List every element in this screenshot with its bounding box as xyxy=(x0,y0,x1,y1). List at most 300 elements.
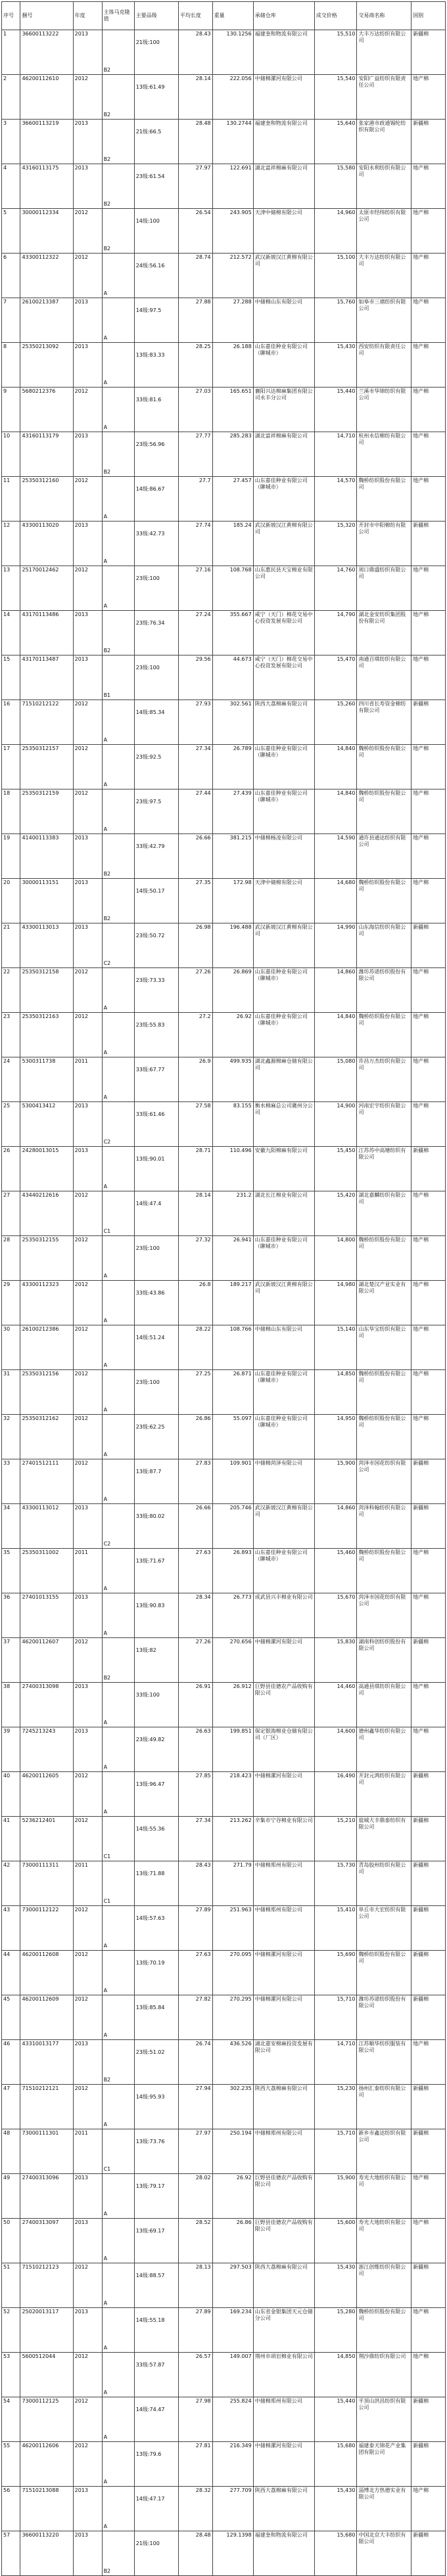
cell-year: 2012 xyxy=(73,700,102,745)
cell-weight: 285.283 xyxy=(212,432,253,477)
cell-price: 14,980 xyxy=(314,1281,357,1325)
cell-year: 2013 xyxy=(73,2219,102,2263)
cell-warehouse: 巨野县佳德农产品收购有限公司 xyxy=(253,1683,314,1727)
cell-price: 15,640 xyxy=(314,120,357,164)
cell-micronaire: A xyxy=(102,2263,134,2308)
cell-year: 2012 xyxy=(73,968,102,1013)
cell-warehouse: 武汉新坡汉江黄棉有限公司 xyxy=(253,1281,314,1325)
table-row xyxy=(2,1772,446,1817)
cell-warehouse: 中储棉郑州有限公司 xyxy=(253,1861,314,1906)
cell-bale-id: 43300113020 xyxy=(20,522,73,566)
cell-row-number: 13 xyxy=(2,566,20,611)
cell-avg-length: 27.83 xyxy=(178,1459,212,1504)
cell-origin: 地产棉 xyxy=(412,1057,446,1102)
cell-grade: 21级:100 xyxy=(134,2531,178,2576)
cell-micronaire: A xyxy=(102,2353,134,2397)
cell-row-number: 24 xyxy=(2,1057,20,1102)
cell-avg-length: 27.97 xyxy=(178,2129,212,2174)
cell-price: 14,900 xyxy=(314,1102,357,1147)
cell-origin: 地产棉 xyxy=(412,2219,446,2263)
cell-origin: 新疆棉 xyxy=(412,2531,446,2576)
cell-bale-id: 25350312155 xyxy=(20,1236,73,1281)
cell-year: 2012 xyxy=(73,1817,102,1861)
cell-weight: 436.526 xyxy=(212,2040,253,2085)
cell-trader: 荆沙鼎纺织有限公司 xyxy=(357,2353,412,2397)
cell-price: 15,280 xyxy=(314,2308,357,2353)
cell-weight: 185.24 xyxy=(212,522,253,566)
cell-price: 14,960 xyxy=(314,209,357,254)
cell-micronaire: A xyxy=(102,1370,134,1415)
cell-year: 2013 xyxy=(73,655,102,700)
cell-grade: 33级:81.6 xyxy=(134,388,178,432)
cell-weight: 250.194 xyxy=(212,2129,253,2174)
cell-bale-id: 25170012462 xyxy=(20,566,73,611)
cell-micronaire: A xyxy=(102,522,134,566)
cell-row-number: 46 xyxy=(2,2040,20,2085)
header-price: 成交价格 xyxy=(314,2,357,30)
cell-bale-id: 46200112610 xyxy=(20,75,73,120)
cell-trader: 开封元鸿纺织有限公司 xyxy=(357,1772,412,1817)
cell-year: 2012 xyxy=(73,254,102,298)
header-depot: 承储仓库 xyxy=(253,2,314,30)
cell-warehouse: 中储棉菏泽有限公司 xyxy=(253,1459,314,1504)
cell-row-number: 19 xyxy=(2,834,20,879)
cell-trader: 魏桥纺织股份有限公司 xyxy=(357,477,412,522)
cell-avg-length: 28.22 xyxy=(178,1325,212,1370)
cell-warehouse: 中储棉郑州有限公司 xyxy=(253,2397,314,2442)
cell-warehouse: 陕西大荔棉麻有限公司 xyxy=(253,2085,314,2129)
cell-origin: 地产棉 xyxy=(412,75,446,120)
cell-bale-id: 43300112323 xyxy=(20,1281,73,1325)
cell-avg-length: 26.9 xyxy=(178,1057,212,1102)
cell-price: 15,600 xyxy=(314,2219,357,2263)
cell-row-number: 34 xyxy=(2,1504,20,1549)
cell-bale-id: 41400113383 xyxy=(20,834,73,879)
table-row xyxy=(2,1683,446,1727)
cell-avg-length: 26.66 xyxy=(178,834,212,879)
cell-grade: 14级:47.17 xyxy=(134,2487,178,2531)
cell-grade: 23级:50.72 xyxy=(134,923,178,968)
table-row xyxy=(2,1861,446,1906)
cell-trader: 湖北金安纺织集团股份有限公司 xyxy=(357,611,412,655)
cell-trader: 魏桥纺织股份有限公司 xyxy=(357,1415,412,1459)
cell-origin: 地产棉 xyxy=(412,1415,446,1459)
cell-weight: 26.92 xyxy=(212,2174,253,2219)
cell-year: 2013 xyxy=(73,1593,102,1638)
cell-weight: 277.709 xyxy=(212,2487,253,2531)
cell-avg-length: 27.2 xyxy=(178,1013,212,1057)
cell-year: 2013 xyxy=(73,1102,102,1147)
cell-micronaire: B2 xyxy=(102,1638,134,1683)
cell-grade: 14级:86.67 xyxy=(134,477,178,522)
table-row xyxy=(2,2085,446,2129)
cell-grade: 33级:100 xyxy=(134,1683,178,1727)
cell-weight: 26.941 xyxy=(212,1236,253,1281)
cell-row-number: 6 xyxy=(2,254,20,298)
cell-micronaire: B2 xyxy=(102,432,134,477)
cell-warehouse: 衡水棉麻总公司冀州分公司 xyxy=(253,1102,314,1147)
cell-weight: 212.572 xyxy=(212,254,253,298)
cell-row-number: 38 xyxy=(2,1683,20,1727)
cell-bale-id: 25350213092 xyxy=(20,343,73,388)
cell-year: 2012 xyxy=(73,745,102,789)
cell-year: 2013 xyxy=(73,1147,102,1191)
cell-weight: 149.007 xyxy=(212,2353,253,2397)
cell-warehouse: 湖北鑫源棉麻仓储有限公司 xyxy=(253,1057,314,1102)
cell-grade: 14级:55.18 xyxy=(134,2308,178,2353)
cell-weight: 26.92 xyxy=(212,1013,253,1057)
cell-micronaire: B1 xyxy=(102,655,134,700)
cell-micronaire: A xyxy=(102,343,134,388)
cell-bale-id: 25350312160 xyxy=(20,477,73,522)
cell-micronaire: B2 xyxy=(102,120,134,164)
cell-weight: 26.188 xyxy=(212,343,253,388)
table-row xyxy=(2,2397,446,2442)
cell-row-number: 21 xyxy=(2,923,20,968)
cell-row-number: 27 xyxy=(2,1191,20,1236)
cell-avg-length: 27.58 xyxy=(178,1102,212,1147)
cell-row-number: 32 xyxy=(2,1415,20,1459)
cell-warehouse: 福建奎和物流有限公司 xyxy=(253,30,314,75)
cell-warehouse: 中储棉郑州有限公司 xyxy=(253,2129,314,2174)
table-row xyxy=(2,1191,446,1236)
cell-origin: 地产棉 xyxy=(412,566,446,611)
cell-bale-id: 46200112605 xyxy=(20,1772,73,1817)
cell-grade: 33级:42.73 xyxy=(134,522,178,566)
cell-origin: 地产棉 xyxy=(412,477,446,522)
cell-row-number: 42 xyxy=(2,1861,20,1906)
cell-row-number: 17 xyxy=(2,745,20,789)
cell-avg-length: 27.85 xyxy=(178,1772,212,1817)
cell-price: 15,440 xyxy=(314,2397,357,2442)
cell-price: 15,320 xyxy=(314,522,357,566)
cell-grade: 13级:82 xyxy=(134,1638,178,1683)
cell-micronaire: A xyxy=(102,2397,134,2442)
cell-warehouse: 武汉新坡汉江黄棉有限公司 xyxy=(253,1504,314,1549)
cell-weight: 199.851 xyxy=(212,1727,253,1772)
cell-weight: 27.288 xyxy=(212,298,253,343)
cell-price: 15,470 xyxy=(314,655,357,700)
cell-price: 14,570 xyxy=(314,477,357,522)
cell-year: 2012 xyxy=(73,789,102,834)
cell-bale-id: 43300113012 xyxy=(20,1504,73,1549)
cell-warehouse: 保定银海棉业仓储有限公司（厂区） xyxy=(253,1727,314,1772)
cell-trader: 通许县通达纺织有限公司 xyxy=(357,834,412,879)
cell-avg-length: 27.77 xyxy=(178,432,212,477)
cell-bale-id: 5600512044 xyxy=(20,2353,73,2397)
table-row xyxy=(2,1325,446,1370)
cell-micronaire: A xyxy=(102,1906,134,1951)
cell-year: 2012 xyxy=(73,1459,102,1504)
cell-origin: 地产棉 xyxy=(412,1013,446,1057)
cell-year: 2012 xyxy=(73,1325,102,1370)
table-row xyxy=(2,388,446,432)
table-row xyxy=(2,1638,446,1683)
cell-grade: 14级:47.4 xyxy=(134,1191,178,1236)
table-row xyxy=(2,2040,446,2085)
cell-origin: 新疆棉 xyxy=(412,1504,446,1549)
cell-bale-id: 71510212122 xyxy=(20,700,73,745)
cell-avg-length: 28.74 xyxy=(178,254,212,298)
table-row xyxy=(2,298,446,343)
cell-bale-id: 25350312158 xyxy=(20,968,73,1013)
cell-weight: 302.235 xyxy=(212,2085,253,2129)
cell-origin: 地产棉 xyxy=(412,2353,446,2397)
cell-bale-id: 43300113013 xyxy=(20,923,73,968)
cell-avg-length: 27.25 xyxy=(178,1370,212,1415)
cell-trader: 许昌万杰纺织有限公司 xyxy=(357,1057,412,1102)
table-row xyxy=(2,700,446,745)
cell-avg-length: 27.63 xyxy=(178,1951,212,1995)
cell-row-number: 47 xyxy=(2,2085,20,2129)
cell-price: 15,830 xyxy=(314,1638,357,1683)
table-row xyxy=(2,2487,446,2531)
cell-weight: 109.901 xyxy=(212,1459,253,1504)
cell-row-number: 20 xyxy=(2,879,20,923)
cell-trader: 湖北嘉麟纺织有限公司 xyxy=(357,1191,412,1236)
cell-weight: 165.651 xyxy=(212,388,253,432)
cell-price: 15,680 xyxy=(314,2442,357,2487)
cell-grade: 21级:66.5 xyxy=(134,120,178,164)
table-row xyxy=(2,1370,446,1415)
cell-grade: 23级:100 xyxy=(134,1236,178,1281)
cell-price: 14,840 xyxy=(314,1013,357,1057)
cell-bale-id: 26100212386 xyxy=(20,1325,73,1370)
table-row xyxy=(2,1236,446,1281)
cell-warehouse: 陕西大荔棉麻有限公司 xyxy=(253,2487,314,2531)
cell-row-number: 8 xyxy=(2,343,20,388)
cell-warehouse: 武汉新坡汉江黄棉有限公司 xyxy=(253,522,314,566)
cell-origin: 新疆棉 xyxy=(412,120,446,164)
cell-row-number: 54 xyxy=(2,2397,20,2442)
cell-bale-id: 43160113175 xyxy=(20,164,73,209)
cell-year: 2013 xyxy=(73,1727,102,1772)
cell-origin: 新疆棉 xyxy=(412,522,446,566)
cell-warehouse: 武汉新坡汉江黄棉有限公司 xyxy=(253,923,314,968)
cell-row-number: 36 xyxy=(2,1593,20,1638)
cell-micronaire: A xyxy=(102,1281,134,1325)
cell-trader: 四川省长寿资金棉纺有限公司 xyxy=(357,700,412,745)
cell-bale-id: 5300413412 xyxy=(20,1102,73,1147)
cell-trader: 淄博北方热德实业有限公司 xyxy=(357,2487,412,2531)
cell-year: 2013 xyxy=(73,522,102,566)
cell-year: 2013 xyxy=(73,2040,102,2085)
cell-year: 2012 xyxy=(73,2442,102,2487)
cell-price: 14,710 xyxy=(314,2040,357,2085)
cell-year: 2012 xyxy=(73,1638,102,1683)
cell-year: 2012 xyxy=(73,1370,102,1415)
cell-weight: 255.824 xyxy=(212,2397,253,2442)
cell-micronaire: A xyxy=(102,1951,134,1995)
cell-bale-id: 25350312156 xyxy=(20,1370,73,1415)
cell-weight: 110.496 xyxy=(212,1147,253,1191)
cell-origin: 新疆棉 xyxy=(412,923,446,968)
cell-trader: 潍坊苏诺纺织股份有限公司 xyxy=(357,968,412,1013)
cell-year: 2013 xyxy=(73,164,102,209)
cell-trader: 山东海信纺织有限公司 xyxy=(357,923,412,968)
cell-price: 15,760 xyxy=(314,298,357,343)
cell-avg-length: 27.88 xyxy=(178,298,212,343)
cell-grade: 33级:43.86 xyxy=(134,1281,178,1325)
cell-row-number: 35 xyxy=(2,1549,20,1593)
cell-row-number: 11 xyxy=(2,477,20,522)
cell-row-number: 15 xyxy=(2,655,20,700)
cell-bale-id: 25350312159 xyxy=(20,789,73,834)
cell-trader: 菏泽科翰纺织有限公司 xyxy=(357,1504,412,1549)
cell-avg-length: 26.74 xyxy=(178,2040,212,2085)
cell-row-number: 40 xyxy=(2,1772,20,1817)
cell-grade: 13级:96.47 xyxy=(134,1772,178,1817)
cell-trader: 魏桥纺织股份有限公司 xyxy=(357,745,412,789)
cell-warehouse: 福建奎和物流有限公司 xyxy=(253,2531,314,2576)
cell-avg-length: 27.35 xyxy=(178,879,212,923)
cell-warehouse: 山东惠民县天宝棉业有限公司 xyxy=(253,566,314,611)
cell-micronaire: A xyxy=(102,1549,134,1593)
cell-weight: 26.869 xyxy=(212,968,253,1013)
cell-origin: 新疆棉 xyxy=(412,2397,446,2442)
cell-avg-length: 27.03 xyxy=(178,388,212,432)
cell-warehouse: 陕西大荔棉麻有限公司 xyxy=(253,700,314,745)
cell-micronaire: A xyxy=(102,298,134,343)
header-length: 平均长度 xyxy=(178,2,212,30)
cell-price: 15,710 xyxy=(314,1995,357,2040)
cell-row-number: 18 xyxy=(2,789,20,834)
cell-trader: 菏泽市国花纺织有限公司 xyxy=(357,1459,412,1504)
cell-grade: 13级:79.6 xyxy=(134,2442,178,2487)
cell-year: 2012 xyxy=(73,1906,102,1951)
cell-warehouse: 中储棉漯河有限公司 xyxy=(253,1638,314,1683)
cell-origin: 地产棉 xyxy=(412,1102,446,1147)
cell-row-number: 1 xyxy=(2,30,20,75)
cell-avg-length: 26.63 xyxy=(178,1727,212,1772)
cell-micronaire: A xyxy=(102,1325,134,1370)
cell-warehouse: 中储棉漯河有限公司 xyxy=(253,1772,314,1817)
cell-weight: 129.1398 xyxy=(212,2531,253,2576)
cell-micronaire: B2 xyxy=(102,611,134,655)
table-row xyxy=(2,164,446,209)
cell-bale-id: 43440212616 xyxy=(20,1191,73,1236)
cell-price: 14,800 xyxy=(314,1236,357,1281)
cell-row-number: 28 xyxy=(2,1236,20,1281)
cell-row-number: 49 xyxy=(2,2174,20,2219)
table-row xyxy=(2,1593,446,1638)
cell-avg-length: 27.93 xyxy=(178,700,212,745)
cell-year: 2012 xyxy=(73,1772,102,1817)
cell-origin: 地产棉 xyxy=(412,1683,446,1727)
cell-avg-length: 27.97 xyxy=(178,164,212,209)
cell-grade: 24级:56.16 xyxy=(134,254,178,298)
cell-year: 2013 xyxy=(73,1504,102,1549)
cell-price: 15,100 xyxy=(314,254,357,298)
cell-price: 15,430 xyxy=(314,343,357,388)
cell-avg-length: 26.66 xyxy=(178,1504,212,1549)
table-row xyxy=(2,566,446,611)
cell-price: 15,260 xyxy=(314,700,357,745)
cell-bale-id: 27400313098 xyxy=(20,1683,73,1727)
cell-warehouse: 山东嘉佳种业有限公司（聊城市） xyxy=(253,1013,314,1057)
cell-origin: 地产棉 xyxy=(412,254,446,298)
cell-bale-id: 43170113487 xyxy=(20,655,73,700)
cell-avg-length: 28.71 xyxy=(178,1147,212,1191)
cell-avg-length: 26.54 xyxy=(178,209,212,254)
table-row xyxy=(2,2174,446,2219)
cell-avg-length: 27.81 xyxy=(178,2442,212,2487)
cell-bale-id: 24280013015 xyxy=(20,1147,73,1191)
cell-warehouse: 湖北长江棉业有限公司 xyxy=(253,1191,314,1236)
cell-trader: 开封市中阳棉纺有限公司 xyxy=(357,522,412,566)
cell-origin: 新疆棉 xyxy=(412,1995,446,2040)
cell-bale-id: 43160113179 xyxy=(20,432,73,477)
cell-grade: 13级:71.67 xyxy=(134,1549,178,1593)
cell-avg-length: 27.24 xyxy=(178,611,212,655)
cell-year: 2013 xyxy=(73,120,102,164)
cell-price: 15,690 xyxy=(314,1951,357,1995)
cell-bale-id: 25350311002 xyxy=(20,1549,73,1593)
cell-origin: 地产棉 xyxy=(412,745,446,789)
cell-price: 14,840 xyxy=(314,789,357,834)
cell-warehouse: 中储棉山东有限公司 xyxy=(253,1325,314,1370)
cell-origin: 地产棉 xyxy=(412,834,446,879)
cell-weight: 218.423 xyxy=(212,1772,253,1817)
cell-weight: 44.673 xyxy=(212,655,253,700)
cell-year: 2013 xyxy=(73,879,102,923)
cell-grade: 14级:74.47 xyxy=(134,2397,178,2442)
cell-weight: 196.488 xyxy=(212,923,253,968)
cell-warehouse: 山东嘉佳种业有限公司（聊城市） xyxy=(253,1370,314,1415)
cell-avg-length: 27.89 xyxy=(178,1906,212,1951)
cell-bale-id: 71510212123 xyxy=(20,2263,73,2308)
cell-weight: 270.095 xyxy=(212,1951,253,1995)
cell-origin: 新疆棉 xyxy=(412,2263,446,2308)
cell-origin: 地产棉 xyxy=(412,1236,446,1281)
cell-avg-length: 27.82 xyxy=(178,1995,212,2040)
cell-grade: 13级:69.17 xyxy=(134,2219,178,2263)
table-row xyxy=(2,968,446,1013)
cell-price: 15,900 xyxy=(314,2174,357,2219)
cell-grade: 23级:55.83 xyxy=(134,1013,178,1057)
cell-trader: 大丰万达纺织有限公司 xyxy=(357,254,412,298)
cell-bale-id: 36600113222 xyxy=(20,30,73,75)
cell-price: 15,430 xyxy=(314,2263,357,2308)
cell-warehouse: 山东省金银集团天元仓储分公司 xyxy=(253,2308,314,2353)
cell-origin: 地产棉 xyxy=(412,611,446,655)
cell-trader: 安阳永利纺织有限公司 xyxy=(357,164,412,209)
cell-avg-length: 27.63 xyxy=(178,1549,212,1593)
cell-weight: 26.912 xyxy=(212,1683,253,1727)
cell-price: 15,540 xyxy=(314,75,357,120)
table-row xyxy=(2,611,446,655)
cell-avg-length: 27.98 xyxy=(178,2397,212,2442)
cell-micronaire: C2 xyxy=(102,923,134,968)
cell-weight: 26.773 xyxy=(212,1593,253,1638)
cell-weight: 83.155 xyxy=(212,1102,253,1147)
cell-micronaire: A xyxy=(102,1593,134,1638)
cell-avg-length: 27.32 xyxy=(178,1236,212,1281)
cell-micronaire: A xyxy=(102,1147,134,1191)
cell-micronaire: A xyxy=(102,1772,134,1817)
cell-trader: 湖北楚汉产业实业有限公司 xyxy=(357,1281,412,1325)
cell-weight: 27.457 xyxy=(212,477,253,522)
cell-year: 2013 xyxy=(73,923,102,968)
cell-bale-id: 27401512111 xyxy=(20,1459,73,1504)
cell-avg-length: 28.32 xyxy=(178,2487,212,2531)
cell-trader: 平顶山洪昌纺织有限公司 xyxy=(357,2397,412,2442)
cell-trader: 菏泽市国花纺织有限公司 xyxy=(357,1593,412,1638)
cell-bale-id: 71510212121 xyxy=(20,2085,73,2129)
cell-warehouse: 武汉新坡汉江黄棉有限公司 xyxy=(253,254,314,298)
cell-trader: 安阳广益纺织有限责任公司 xyxy=(357,75,412,120)
cell-avg-length: 29.56 xyxy=(178,655,212,700)
